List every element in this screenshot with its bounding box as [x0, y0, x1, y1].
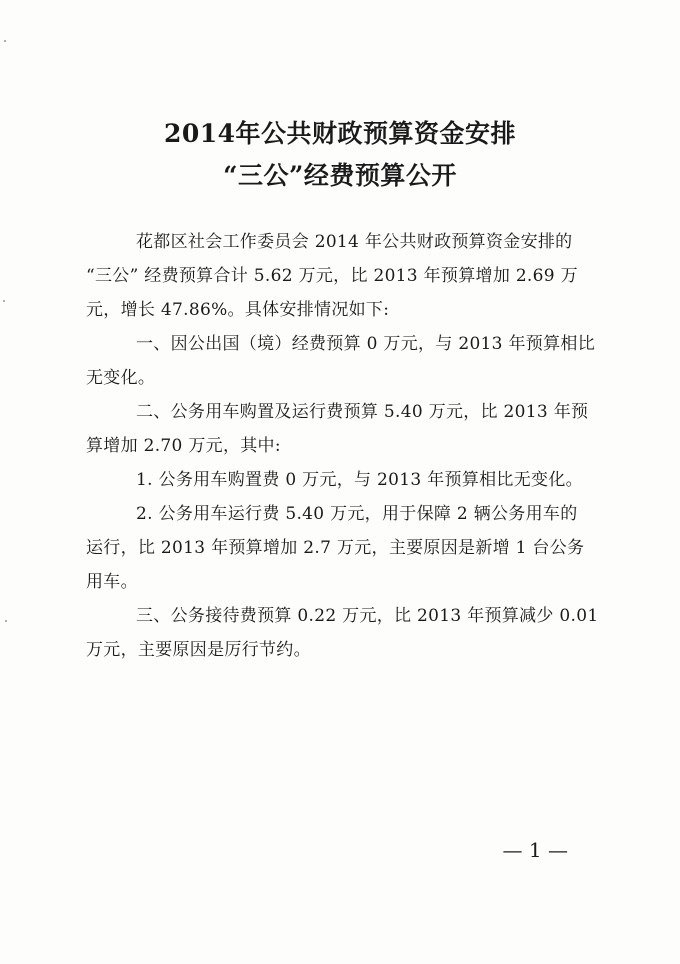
body-line: 2. 公务用车运行费 5.40 万元，用于保障 2 辆公务用车的	[136, 504, 578, 524]
page-number: — 1 —	[502, 838, 568, 862]
body-line: 一、因公出国（境）经费预算 0 万元，与 2013 年预算相比	[136, 334, 595, 354]
body-line: 无变化。	[86, 368, 156, 388]
body-line: 三、公务接待费预算 0.22 万元，比 2013 年预算减少 0.01	[136, 606, 599, 626]
body-line: 元，增长 47.86%。具体安排情况如下:	[86, 300, 390, 320]
body-line: “三公” 经费预算合计 5.62 万元，比 2013 年预算增加 2.69 万	[86, 266, 578, 286]
body-line: 1. 公务用车购置费 0 万元，与 2013 年预算相比无变化。	[136, 470, 583, 490]
body-line: 花都区社会工作委员会 2014 年公共财政预算资金安排的	[136, 232, 573, 252]
body-line: 二、公务用车购置及运行费预算 5.40 万元，比 2013 年预	[136, 402, 589, 422]
scan-speck	[5, 620, 7, 622]
scan-speck	[3, 300, 5, 302]
document-title-line2: “三公”经费预算公开	[223, 161, 457, 190]
body-line: 万元，主要原因是厉行节约。	[86, 640, 311, 660]
body-line: 算增加 2.70 万元，其中:	[86, 436, 281, 456]
body-line: 用车。	[86, 572, 138, 592]
scan-speck	[4, 40, 6, 42]
document-title-line1: 2014年公共财政预算资金安排	[163, 119, 517, 148]
body-line: 运行，比 2013 年预算增加 2.7 万元，主要原因是新增 1 台公务	[86, 538, 585, 558]
